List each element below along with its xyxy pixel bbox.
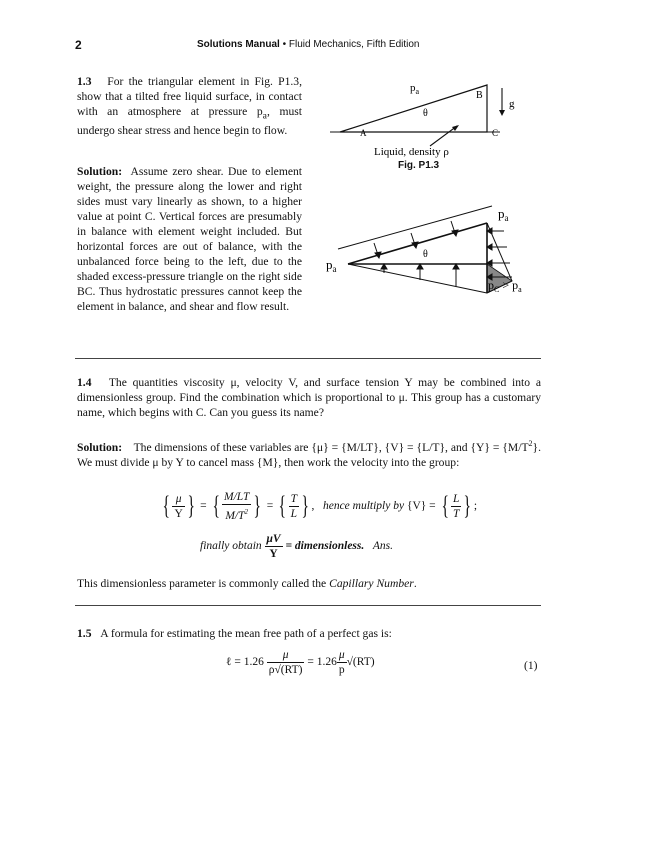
problem-text-end: , must undergo shear stress and hence begin to flow. bbox=[77, 105, 302, 138]
ell-term: ℓ = 1.26 bbox=[226, 656, 264, 669]
page-header bbox=[75, 38, 545, 54]
c-label: C bbox=[492, 128, 499, 138]
semicolon: ; bbox=[473, 500, 478, 513]
period: . bbox=[413, 577, 417, 590]
subscript: a bbox=[262, 110, 267, 122]
solution-text: The dimensions of these variables are {μ} = {M/LT}, {V} = {L/T}, and {Y} = {M/T bbox=[133, 440, 529, 454]
page-number: 2 bbox=[75, 38, 82, 52]
equation-final bbox=[200, 532, 393, 561]
solution-1-4 bbox=[77, 436, 541, 470]
capillary-number-name: Capillary Number bbox=[329, 577, 414, 590]
problem-text: A formula for estimating the mean free path of a perfect gas is: bbox=[100, 627, 392, 640]
solution-label: Solution: bbox=[77, 165, 123, 178]
fraction-mu-rho-sqrt: $\frac{\mu}{\rho√(RT)}$ bbox=[268, 649, 303, 676]
bullet: • bbox=[282, 39, 287, 50]
finally-text: finally obtain bbox=[200, 540, 262, 553]
left-brace: { bbox=[278, 491, 287, 521]
ans-label: Ans. bbox=[372, 540, 393, 553]
book-edition: Fluid Mechanics, Fifth Edition bbox=[288, 39, 420, 50]
problem-number: 1.4 bbox=[77, 376, 92, 389]
pa-left-label: $p_a$ bbox=[326, 257, 337, 274]
sqrt-term: √(RT) bbox=[346, 656, 375, 669]
section-divider bbox=[75, 605, 541, 606]
problem-1-3 bbox=[77, 74, 302, 138]
solution-1-3 bbox=[77, 164, 302, 314]
right-brace: } bbox=[463, 491, 472, 521]
equation-number: (1) bbox=[524, 660, 538, 672]
dimensionless-result: = dimensionless. bbox=[285, 540, 365, 553]
equals: = bbox=[266, 500, 274, 513]
figure-caption: Fig. P1.3 bbox=[398, 160, 440, 171]
equals-term: = 1.26 bbox=[307, 656, 337, 669]
problem-text: For the triangular element in Fig. P1.3, show that a tilted free liquid surface, in contact with an atmosphere at pressure p bbox=[77, 75, 302, 118]
superscript: 2 bbox=[528, 439, 533, 448]
liquid-label: Liquid, density ρ bbox=[374, 146, 449, 158]
fraction-mu-p: $\frac{\mu}{p}$ bbox=[338, 649, 345, 676]
fraction-mu-y: $\frac{\mu}{Y}$ bbox=[174, 492, 183, 520]
problem-number: 1.5 bbox=[77, 627, 92, 640]
problem-number: 1.3 bbox=[77, 75, 92, 88]
statement-text: This dimensionless parameter is commonly called the bbox=[77, 577, 330, 590]
figure-pressure-distribution bbox=[326, 205, 536, 310]
solution-text-end: }. We must divide μ by Y to cancel mass {M}, then work the velocity into the group: bbox=[77, 440, 542, 469]
right-brace: } bbox=[253, 491, 262, 521]
problem-1-4 bbox=[77, 375, 541, 420]
theta-label: θ bbox=[423, 108, 428, 119]
problem-text: The quantities viscosity μ, velocity V, and surface tension Y may be combined into a dimensionless group. Find the combination which is proportional to μ. This group has a customary name, which begins with C. Can you guess its name? bbox=[77, 376, 541, 419]
fraction-l-t: $\frac{L}{T}$ bbox=[453, 492, 460, 520]
comma: , bbox=[311, 500, 315, 513]
b-label: B bbox=[476, 90, 483, 101]
book-title: Solutions Manual bbox=[197, 39, 280, 50]
pc-label: $p_C > p_a$ bbox=[488, 278, 522, 294]
fraction-mlt-mt2: $\frac{M/LT}{M/T^2}$ bbox=[224, 491, 250, 522]
equation-dimension-ratio bbox=[160, 490, 490, 530]
left-brace: { bbox=[212, 491, 220, 521]
velocity-term: {V} = bbox=[406, 500, 436, 513]
equals: = bbox=[200, 500, 207, 513]
right-brace: } bbox=[301, 491, 309, 521]
pa-top-label: $p_a$ bbox=[498, 206, 509, 223]
solution-label: Solution: bbox=[77, 440, 123, 454]
equation-mean-free-path bbox=[226, 648, 375, 677]
left-brace: { bbox=[162, 491, 170, 521]
right-brace: } bbox=[187, 491, 195, 521]
capillary-number-statement bbox=[77, 576, 541, 591]
a-label: A bbox=[360, 128, 367, 138]
g-label: g bbox=[509, 98, 515, 110]
section-divider bbox=[75, 358, 541, 359]
left-brace: { bbox=[441, 491, 449, 521]
problem-1-5 bbox=[77, 626, 541, 641]
hence-text: hence multiply by bbox=[322, 500, 405, 513]
running-head bbox=[197, 39, 419, 50]
pointer-line bbox=[430, 126, 457, 146]
theta-label: θ bbox=[423, 249, 428, 260]
figure-p1-3 bbox=[330, 74, 530, 174]
fraction-t-l: $\frac{T}{L}$ bbox=[290, 492, 297, 520]
fraction-muv-y: $\frac{\mu V}{Y}$ bbox=[266, 533, 281, 560]
solution-text: Assume zero shear. Due to element weight, the pressure along the lower and right sides must vary linearly as shown, to a higher value at point C. Vertical forces are presumably in balance with element weight included. But horizontal forces are out of balance, with the unbalanced force being to the left, due to the shaded excess-pressure triangle on the right side BC. Thus hydrostatic pressures cannot keep the element in balance, and shear and flow result. bbox=[77, 165, 302, 313]
bottom-pressure-arrows bbox=[381, 264, 459, 287]
pa-label: $p_a$ bbox=[410, 82, 420, 96]
